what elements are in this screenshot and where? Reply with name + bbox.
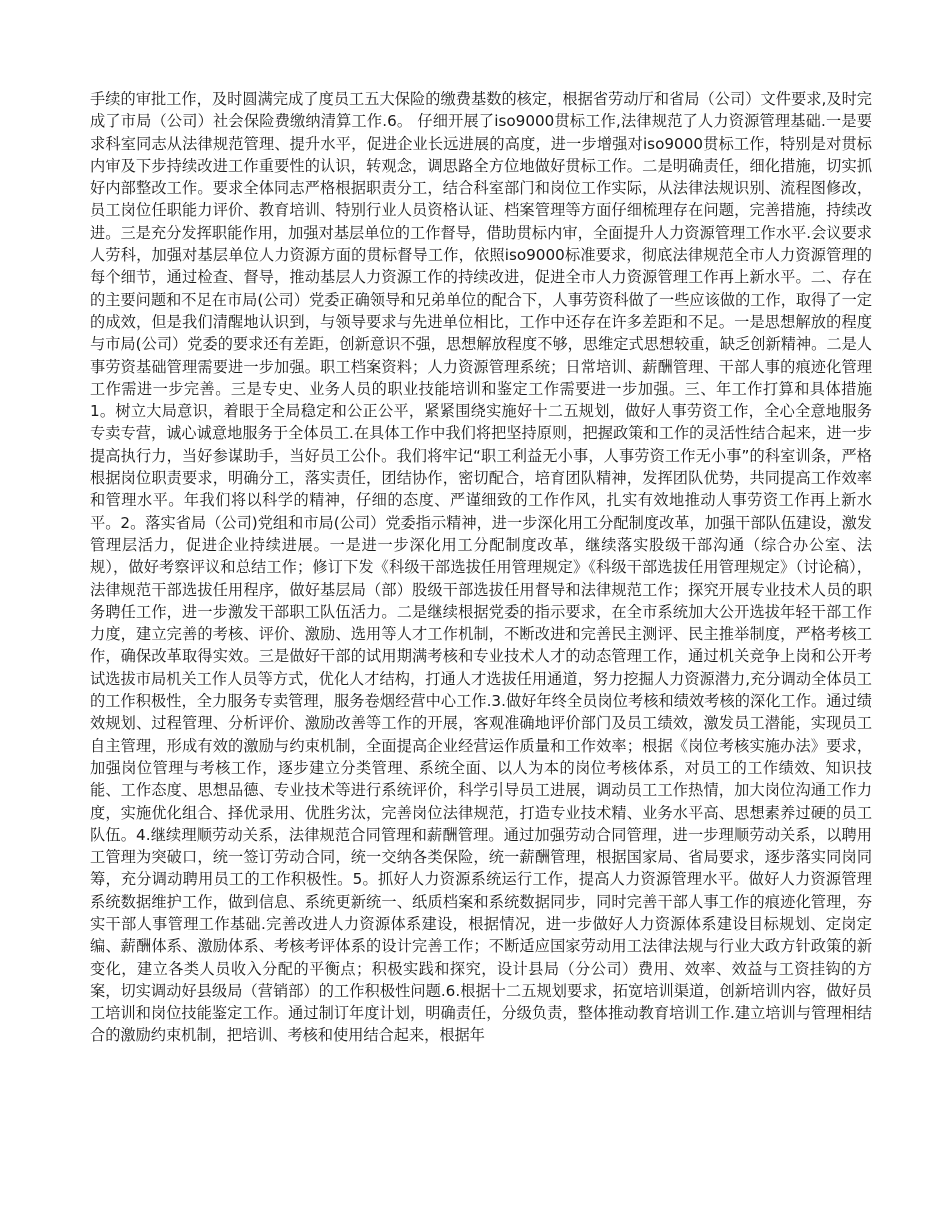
body-paragraph: 手续的审批工作，及时圆满完成了度员工五大保险的缴费基数的核定，根据省劳动厅和省局（公司）文件要求,及时完成了市局（公司）社会保险费缴纳清算工作.6。 仔细开展了iso9000贯标工作,法律规范了人力资源管理基础.一是要求科室同志从法律规范管理、提升水平，促进企业长远进展的高度，进一步增强对iso9000贯标工作，特别是对贯标内审及下步持续改进工作重要性的认识，转观念，调思路全方位地做好贯标工作。二是明确责任，细化措施，切实抓好内部整改工作。要求全体同志严格根据职责分工，结合科室部门和岗位工作实际，从法律法规识别、流程图修改，员工岗位任职能力评价、教育培训、特别行业人员资格认证、档案管理等方面仔细梳理存在问题，完善措施，持续改进。三是充分发挥职能作用，加强对基层单位的工作督导，借助贯标内审，全面提升人力资源管理工作水平.会议要求人劳科，加强对基层单位人力资源方面的贯标督导工作，依照iso9000标准要求，彻底法律规范全市人力资源管理的每个细节，通过检查、督导，推动基层人力资源工作的持续改进，促进全市人力资源管理工作再上新水平。二、存在的主要问题和不足在市局(公司）党委正确领导和兄弟单位的配合下，人事劳资科做了一些应该做的工作，取得了一定的成效，但是我们清醒地认识到，与领导要求与先进单位相比，工作中还存在许多差距和不足。一是思想解放的程度与市局(公司）党委的要求还有差距，创新意识不强，思想解放程度不够，思维定式思想较重，缺乏创新精神。二是人事劳资基础管理需要进一步加强。职工档案资料；人力资源管理系统；日常培训、薪酬管理、干部人事的痕迹化管理工作需进一步完善。三是专史、业务人员的职业技能培训和鉴定工作需要进一步加强。三、年工作打算和具体措施1。树立大局意识，着眼于全局稳定和公正公平，紧紧围绕实施好十二五规划，做好人事劳资工作，全心全意地服务专卖专营，诚心诚意地服务于全体员工.在具体工作中我们将把坚持原则，把握政策和工作的灵活性结合起来，进一步提高执行力，当好参谋助手，当好员工公仆。我们将牢记“职工利益无小事，人事劳资工作无小事”的科室训条，严格根据岗位职责要求，明确分工，落实责任，团结协作，密切配合，培育团队精神，发挥团队优势，共同提高工作效率和管理水平。年我们将以科学的精神，仔细的态度、严谨细致的工作作风，扎实有效地推动人事劳资工作再上新水平。2。落实省局（公司)党组和市局(公司）党委指示精神，进一步深化用工分配制度改革，加强干部队伍建设，激发管理层活力，促进企业持续进展。一是进一步深化用工分配制度改革，继续落实股级干部沟通（综合办公室、法规），做好考察评议和总结工作；修订下发《科级干部选拔任用管理规定》《科级干部选拔任用管理规定》（讨论稿），法律规范干部选拔任用程序，做好基层局（部）股级干部选拔任用督导和法律规范工作；探究开展专业技术人员的职务聘任工作，进一步激发干部职工队伍活力。二是继续根据党委的指示要求，在全市系统加大公开选拔年轻干部工作力度，建立完善的考核、评价、激励、选用等人才工作机制，不断改进和完善民主测评、民主推举制度，严格考核工作，确保改革取得实效。三是做好干部的试用期满考核和专业技术人才的动态管理工作，通过机关竞争上岗和公开考试选拔市局机关工作人员等方式，优化人才结构，打通人才选拔任用通道，努力挖掘人力资源潜力,充分调动全体员工的工作积极性，全力服务专卖管理，服务卷烟经营中心工作.3.做好年终全员岗位考核和绩效考核的深化工作。通过绩效规划、过程管理、分析评价、激励改善等工作的开展，客观准确地评价部门及员工绩效，激发员工潜能，实现员工自主管理，形成有效的激励与约束机制，全面提高企业经营运作质量和工作效率；根据《岗位考核实施办法》要求，加强岗位管理与考核工作，逐步建立分类管理、系统全面、以人为本的岗位考核体系，对员工的工作绩效、知识技能、工作态度、思想品德、专业技术等进行系统评价，科学引导员工进展，调动员工工作热情，加大岗位沟通工作力度，实施优化组合、择优录用、优胜劣汰，完善岗位法律规范，打造专业技术精、业务水平高、思想素养过硬的员工队伍。4.继续理顺劳动关系，法律规范合同管理和薪酬管理。通过加强劳动合同管理，进一步理顺劳动关系，以聘用工管理为突破口，统一签订劳动合同，统一交纳各类保险，统一薪酬管理，根据国家局、省局要求，逐步落实同岗同筹，充分调动聘用员工的工作积极性。5。抓好人力资源系统运行工作，提高人力资源管理水平。做好人力资源管理系统数据维护工作，做到信息、系统更新统一、纸质档案和系统数据同步，同时完善干部人事工作的痕迹化管理，夯实干部人事管理工作基础.完善改进人力资源体系建设，根据情况，进一步做好人力资源体系建设目标规划、定岗定编、薪酬体系、激励体系、考核考评体系的设计完善工作；不断适应国家劳动用工法律法规与行业大政方针政策的新变化，建立各类人员收入分配的平衡点；积极实践和探究，设计县局（分公司）费用、效率、效益与工资挂钩的方案，切实调动好县级局（营销部）的工作积极性问题.6.根据十二五规划要求，拓宽培训渠道，创新培训内容，做好员工培训和岗位技能鉴定工作。通过制订年度计划，明确责任，分级负责，整体推动教育培训工作.建立培训与管理相结合的激励约束机制，把培训、考核和使用结合起来，根据年 [90, 90, 872, 1045]
